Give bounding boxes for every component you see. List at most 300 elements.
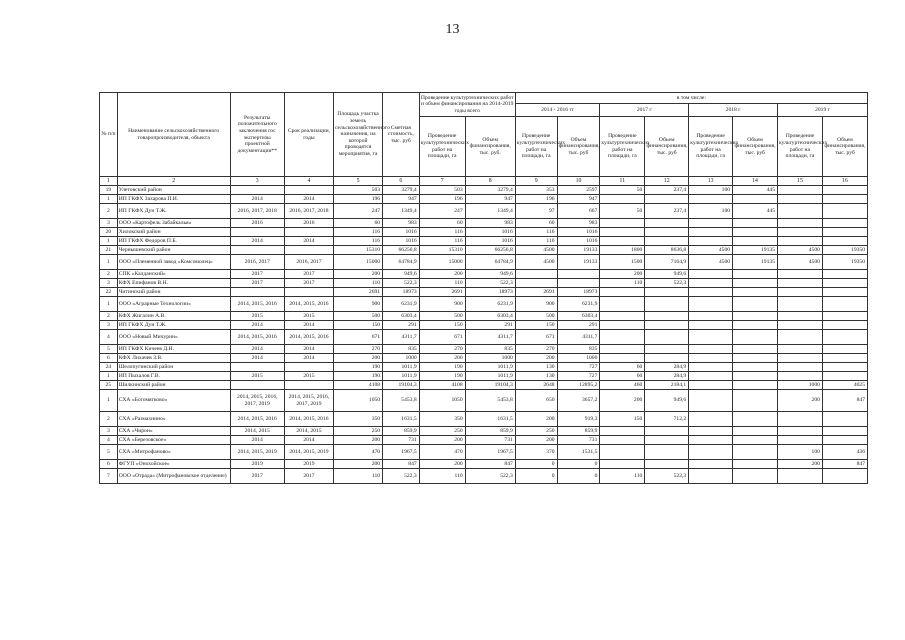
cell-value: 100 [777,445,822,460]
table-row [100,288,868,297]
cell-value: 503 [419,186,465,195]
cell-value [689,460,733,469]
header-2016-financing: Объем финансирования, тыс. руб [557,117,600,177]
cell-value: 3279,4 [383,186,420,195]
cell-value: 200 [600,390,645,412]
cell-value: 247 [334,204,383,219]
cell-index: 24 [100,363,118,372]
cell-value: 1016 [557,237,600,246]
cell-expertise: 2014, 2015, 2016 [230,330,284,345]
cell-value [600,297,645,312]
header-period-2018: 2018 г [689,104,778,117]
cell-value [689,237,733,246]
cell-expertise [230,288,284,297]
table-header [100,93,868,186]
cell-term: 2017 [284,270,333,279]
cell-value: 1011,9 [383,363,420,372]
cell-value [689,270,733,279]
cell-value [777,195,822,204]
cell-term: 2014, 2015, 2016 [284,330,333,345]
cell-value [515,270,557,279]
header-2019-works: Проведение культуртехнических работ на площади, га [777,117,822,177]
table-row [100,390,868,412]
cell-value: 116 [419,237,465,246]
cell-value: 947 [383,195,420,204]
cell-value: 4311,7 [557,330,600,345]
cell-value: 947 [465,195,515,204]
header-total-group: Проведение культуртехнических работ и объем финансирования на 2014-2019 годы всего [419,93,515,117]
cell-value [645,288,689,297]
table-body [100,186,868,484]
cell-value: 2648 [515,381,557,390]
cell-value [645,354,689,363]
cell-name: ФГУП «Онохойское» [117,460,230,469]
column-number: 12 [645,177,689,186]
cell-value: 200 [419,436,465,445]
cell-value [600,345,645,354]
cell-value: 250 [515,427,557,436]
table-row [100,345,868,354]
cell-value: 522,3 [645,279,689,288]
cell-value: 2184,1 [645,381,689,390]
cell-name: Улетовский район [117,186,230,195]
cell-index: 2 [100,312,118,321]
table-row [100,255,868,270]
cell-value: 847 [822,460,867,469]
cell-index: 1 [100,297,118,312]
cell-value: 2691 [419,288,465,297]
table-row [100,186,868,195]
cell-value: 200 [419,354,465,363]
cell-value [733,288,778,297]
cell-value: 270 [515,345,557,354]
cell-value: 503 [334,186,383,195]
cell-name: ООО «Новый Мичурин» [117,330,230,345]
header-number: № п/п [100,93,118,177]
cell-index: 3 [100,279,118,288]
cell-value [822,354,867,363]
cell-value [733,436,778,445]
column-number: 7 [419,177,465,186]
cell-term [284,246,333,255]
cell-value: 1050 [334,390,383,412]
cell-value [689,381,733,390]
cell-value: 727 [557,363,600,372]
cell-value: 522,3 [383,469,420,484]
table-row [100,412,868,427]
table-row [100,228,868,237]
cell-value: 859,9 [465,427,515,436]
cell-name: ООО «Аграрные Технологии» [117,297,230,312]
cell-value [822,436,867,445]
column-number: 16 [822,177,867,186]
cell-term: 2016, 2017, 2018 [284,204,333,219]
cell-value: 1349,4 [465,204,515,219]
cell-value: 0 [515,469,557,484]
cell-value: 1967,5 [465,445,515,460]
cell-name: Читинский район [117,288,230,297]
cell-value [733,363,778,372]
cell-value: 190 [334,363,383,372]
cell-value: 64784,9 [383,255,420,270]
cell-value [600,436,645,445]
header-period-2014-2016: 2014 - 2016 гг [515,104,600,117]
cell-value [733,228,778,237]
cell-name: Чернышевский район [117,246,230,255]
cell-expertise [230,228,284,237]
cell-value: 4500 [689,246,733,255]
cell-value: 522,3 [645,469,689,484]
cell-value [689,372,733,381]
cell-index: 5 [100,345,118,354]
cell-name: СХА «Размахнино» [117,412,230,427]
cell-expertise: 2017 [230,469,284,484]
cell-value: 522,3 [465,279,515,288]
cell-value: 60 [600,363,645,372]
cell-name: СПК «Калданский» [117,270,230,279]
column-number: 14 [733,177,778,186]
cell-value [733,460,778,469]
cell-value [689,228,733,237]
cell-value [733,219,778,228]
cell-value: 500 [334,312,383,321]
table-row [100,445,868,460]
header-2016-works: Проведение культуртехнических работ на площади, га [515,117,557,177]
cell-term: 2014 [284,321,333,330]
cell-value: 671 [334,330,383,345]
cell-value [733,321,778,330]
cell-value: 190 [334,372,383,381]
cell-value: 1500 [600,255,645,270]
header-expertise: Результаты положительного заключения гос экспертизы проектной документации** [230,93,284,177]
cell-value: 983 [465,219,515,228]
cell-term: 2014 [284,345,333,354]
cell-value: 847 [822,390,867,412]
cell-value: 731 [465,436,515,445]
column-number: 15 [777,177,822,186]
cell-value [689,288,733,297]
cell-term: 2016, 2017 [284,255,333,270]
cell-value: 19133 [557,255,600,270]
cell-expertise: 2014 [230,345,284,354]
cell-term [284,288,333,297]
header-2017-financing: Объем финансирования, тыс. руб [645,117,689,177]
cell-expertise: 2014, 2015, 2019 [230,445,284,460]
cell-value [600,354,645,363]
cell-value [600,330,645,345]
cell-index: 6 [100,460,118,469]
cell-value [733,297,778,312]
cell-value: 291 [557,321,600,330]
cell-value: 4311,7 [383,330,420,345]
cell-value [733,381,778,390]
cell-value [777,412,822,427]
cell-value: 4500 [515,255,557,270]
cell-value: 6231,9 [465,297,515,312]
cell-value: 7164,9 [645,255,689,270]
cell-value: 445 [733,186,778,195]
cell-value: 97 [515,204,557,219]
cell-index: 1 [100,237,118,246]
header-2018-works: Проведение культуртехнических работ на площади, га [689,117,733,177]
cell-value [689,469,733,484]
cell-index: 22 [100,288,118,297]
cell-value: 116 [419,228,465,237]
cell-value: 15000 [334,255,383,270]
cell-index: 4 [100,436,118,445]
column-number: 9 [515,177,557,186]
cell-value: 949,6 [465,270,515,279]
cell-value [689,312,733,321]
cell-value [689,445,733,460]
cell-value: 900 [419,297,465,312]
cell-value: 60 [515,219,557,228]
cell-value [557,270,600,279]
cell-value: 3279,4 [465,186,515,195]
cell-value [822,321,867,330]
cell-term: 2014 [284,436,333,445]
header-2019-financing: Объем финансирования, тыс. руб [822,117,867,177]
cell-index: 21 [100,246,118,255]
cell-value: 4500 [777,255,822,270]
cell-value [733,330,778,345]
cell-value [689,354,733,363]
cell-name: ИП ГКФХ Дун Т.Ж. [117,321,230,330]
cell-value: 4500 [689,255,733,270]
cell-expertise: 2014 [230,195,284,204]
cell-value: 1800 [600,246,645,255]
cell-term: 2017 [284,279,333,288]
cell-value: 6303,4 [557,312,600,321]
cell-expertise [230,381,284,390]
column-number: 10 [557,177,600,186]
cell-name: Шилкинский район [117,381,230,390]
cell-value: 60 [419,219,465,228]
cell-term: 2015 [284,372,333,381]
cell-value [822,204,867,219]
column-number: 6 [383,177,420,186]
cell-value [557,279,600,288]
cell-value [777,372,822,381]
cell-value [822,427,867,436]
cell-value: 727 [557,372,600,381]
table-row [100,354,868,363]
cell-value: 19104,3 [383,381,420,390]
cell-value: 130 [515,372,557,381]
cell-value: 847 [383,460,420,469]
cell-value: 50 [600,186,645,195]
cell-value: 18973 [557,288,600,297]
cell-value: 1631,5 [383,412,420,427]
cell-value: 237,4 [645,204,689,219]
cell-expertise: 2014 [230,237,284,246]
header-total-financing: Объем финансирования, тыс. руб. [465,117,515,177]
table-row [100,460,868,469]
table-row [100,436,868,445]
cell-value [822,186,867,195]
cell-value: 18973 [465,288,515,297]
cell-value: 650 [515,390,557,412]
column-number: 1 [100,177,118,186]
cell-value [777,345,822,354]
table-row [100,219,868,228]
cell-value: 1016 [465,237,515,246]
cell-value [777,469,822,484]
cell-value: 200 [334,460,383,469]
cell-value [777,330,822,345]
cell-value: 1050 [419,390,465,412]
cell-index: 3 [100,219,118,228]
cell-value: 4025 [822,381,867,390]
cell-term [284,228,333,237]
cell-value: 445 [733,204,778,219]
cell-value [600,460,645,469]
cell-value: 2691 [515,288,557,297]
cell-value: 150 [334,321,383,330]
cell-value: 0 [557,460,600,469]
cell-value [733,469,778,484]
cell-value: 3657,2 [557,390,600,412]
cell-index: 1 [100,255,118,270]
cell-value: 110 [419,469,465,484]
cell-value [733,270,778,279]
cell-term: 2014 [284,237,333,246]
cell-index: 25 [100,381,118,390]
cell-name: КФХ Епифанов В.Н. [117,279,230,288]
cell-value: 1011,9 [465,363,515,372]
table-row [100,427,868,436]
cell-value [645,237,689,246]
cell-value: 60 [334,219,383,228]
table-row [100,381,868,390]
cell-value: 6231,9 [383,297,420,312]
table-row [100,279,868,288]
cell-value: 284,9 [645,363,689,372]
cell-value: 859,9 [383,427,420,436]
cell-value: 5453,8 [383,390,420,412]
cell-value: 1531,5 [557,445,600,460]
header-cost: Сметная стоимость, тыс. руб [383,93,420,177]
cell-value: 250 [419,427,465,436]
cell-value: 1016 [383,237,420,246]
cell-value [645,195,689,204]
cell-value: 15310 [334,246,383,255]
cell-value: 50 [600,204,645,219]
cell-value: 116 [515,237,557,246]
cell-value: 847 [465,460,515,469]
table-row [100,237,868,246]
cell-value: 947 [557,195,600,204]
cell-value: 200 [419,460,465,469]
cell-expertise [230,246,284,255]
cell-term: 2014 [284,354,333,363]
table-row [100,469,868,484]
cell-index: 2 [100,270,118,279]
cell-value: 2691 [334,288,383,297]
cell-value: 835 [557,345,600,354]
cell-value [777,237,822,246]
cell-value: 196 [334,195,383,204]
column-number: 2 [117,177,230,186]
cell-expertise: 2014 [230,436,284,445]
cell-value: 350 [334,412,383,427]
cell-value: 1000 [557,354,600,363]
cell-value: 6303,4 [383,312,420,321]
cell-expertise: 2014 [230,354,284,363]
cell-value [822,469,867,484]
cell-value [689,330,733,345]
cell-term: 2014, 2015 [284,427,333,436]
cell-value [600,321,645,330]
cell-value: 130 [515,363,557,372]
cell-expertise: 2015 [230,372,284,381]
cell-value [689,412,733,427]
cell-value [777,279,822,288]
cell-value: 6303,4 [465,312,515,321]
cell-term: 2019 [284,460,333,469]
cell-value [822,237,867,246]
cell-value: 522,3 [383,279,420,288]
cell-value [645,445,689,460]
cell-value: 110 [419,279,465,288]
cell-value: 190 [419,363,465,372]
column-number: 3 [230,177,284,186]
cell-value: 1000 [777,381,822,390]
cell-value: 671 [419,330,465,345]
column-number: 5 [334,177,383,186]
cell-value: 1011,9 [383,372,420,381]
cell-value: 1967,5 [383,445,420,460]
cell-value: 200 [515,354,557,363]
cell-name: ИП ГКФХ Кичеев Д.Н. [117,345,230,354]
cell-index: 2 [100,412,118,427]
cell-value: 900 [515,297,557,312]
cell-index: 19 [100,186,118,195]
cell-value [600,228,645,237]
cell-expertise: 2014, 2015, 2016, 2017, 2019 [230,390,284,412]
cell-value [645,219,689,228]
cell-value: 116 [334,237,383,246]
cell-value: 8636,8 [645,246,689,255]
cell-term [284,363,333,372]
cell-value: 731 [383,436,420,445]
cell-value [645,312,689,321]
cell-term: 2014, 2015, 2016, 2017, 2019 [284,390,333,412]
header-total-works: Проведение культуртехнических работ на площади, га [419,117,465,177]
cell-value: 291 [465,321,515,330]
cell-value [777,297,822,312]
cell-value: 110 [334,279,383,288]
cell-name: СХА «Березовское» [117,436,230,445]
cell-value [645,330,689,345]
cell-value [777,228,822,237]
header-area: Площадь участка земель сельскохозяйственного назначения, на которой проводятся мероприятия, га [334,93,383,177]
cell-index: 3 [100,321,118,330]
cell-value: 1011,9 [465,372,515,381]
cell-expertise: 2015 [230,312,284,321]
cell-value: 200 [334,436,383,445]
cell-value [822,312,867,321]
cell-value [645,321,689,330]
cell-value [645,427,689,436]
cell-term [284,186,333,195]
cell-value: 200 [600,270,645,279]
cell-index: 2 [100,204,118,219]
cell-expertise: 2014, 2015, 2016 [230,297,284,312]
cell-expertise: 2016, 2017 [230,255,284,270]
cell-value: 100 [689,204,733,219]
cell-expertise: 2017 [230,279,284,288]
